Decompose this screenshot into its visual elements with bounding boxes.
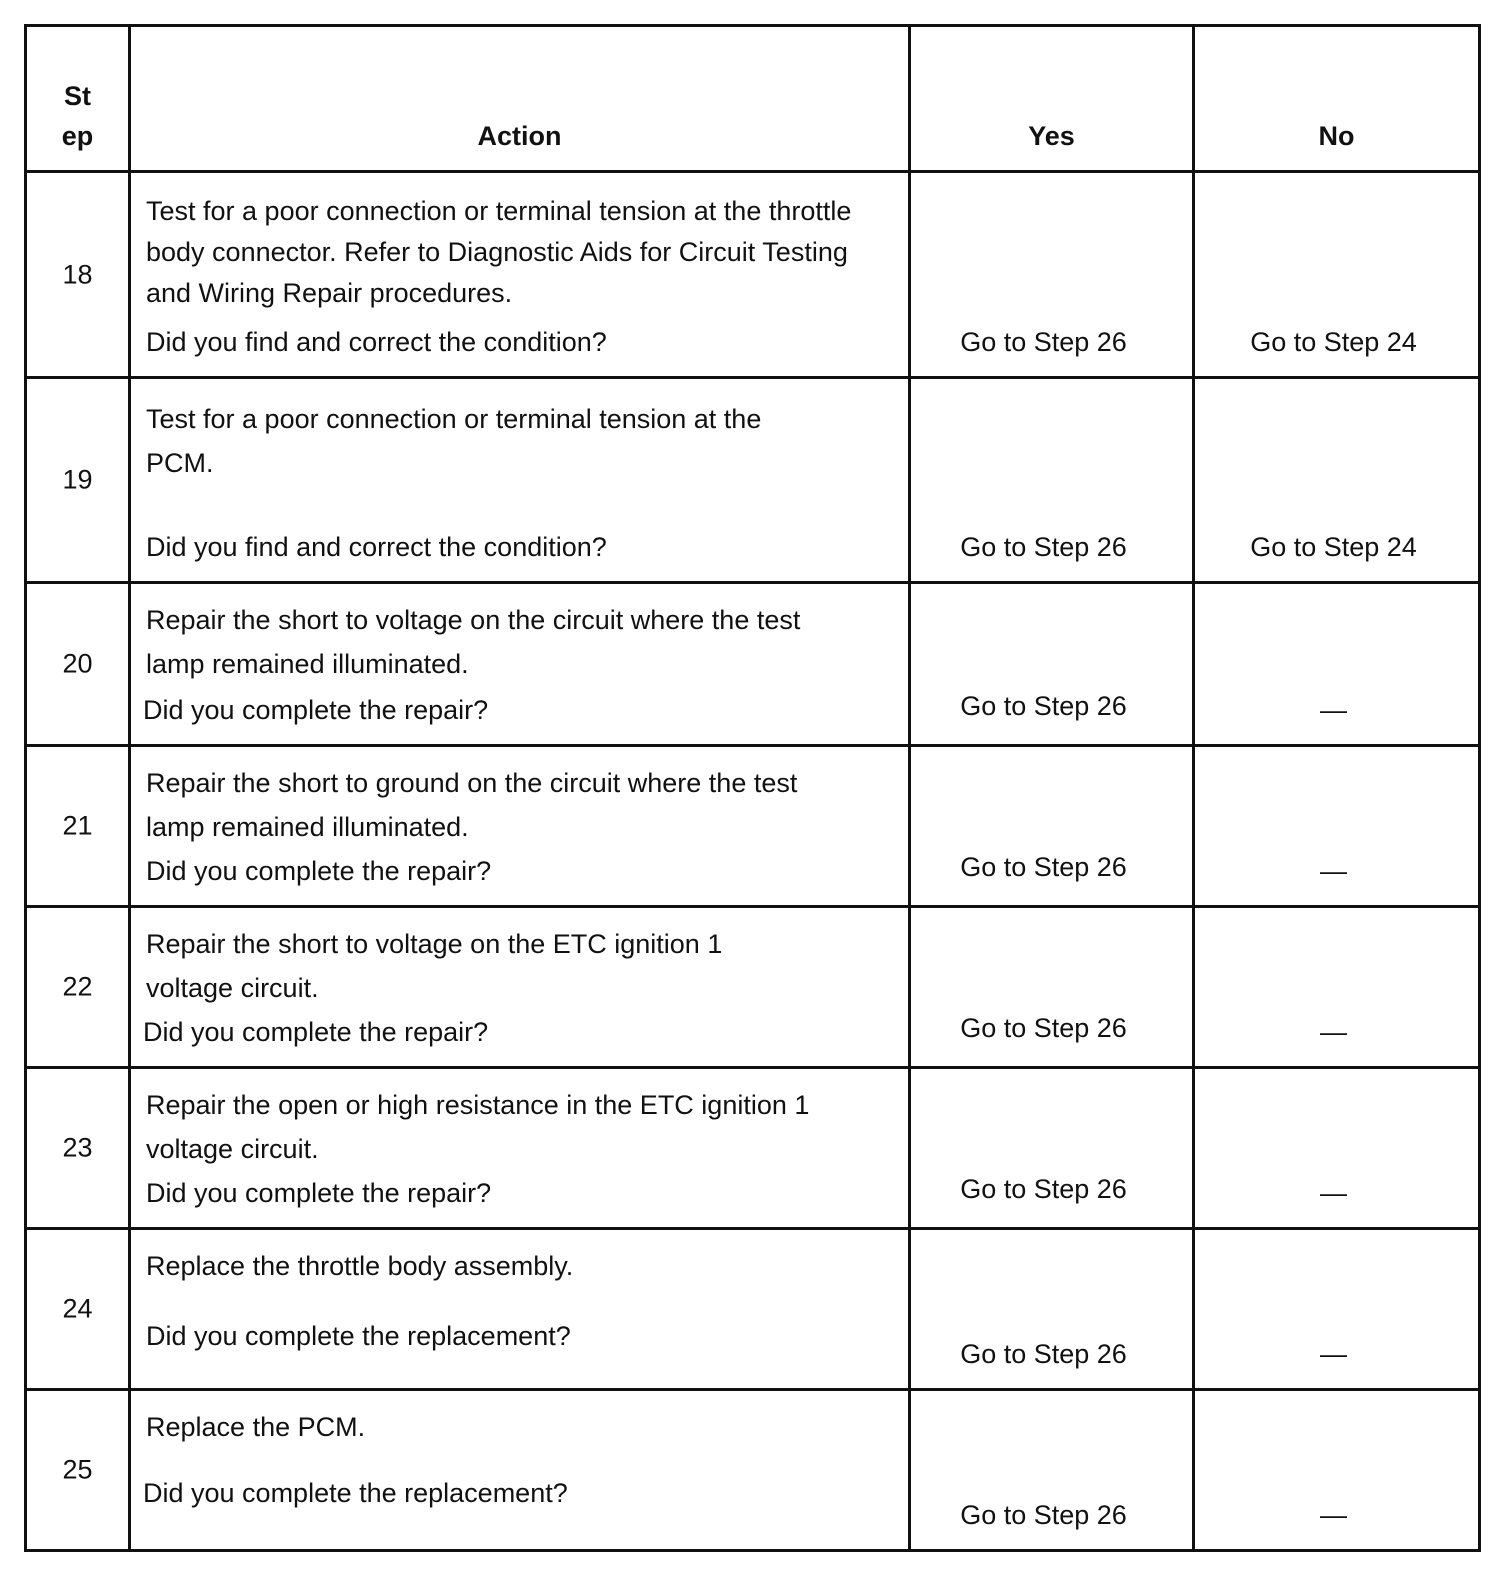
step-number: 20 — [62, 648, 93, 679]
no-result: — — [1320, 1017, 1347, 1047]
no-result: — — [1320, 1339, 1347, 1369]
step-number: 18 — [62, 259, 93, 289]
header-step-label: St ep — [61, 81, 94, 151]
step-cell — [26, 907, 130, 1068]
header-no-label: No — [1318, 121, 1355, 151]
no-cell — [1194, 1229, 1480, 1390]
action-instruction: Repair the short to voltage on the ETC ignition 1 voltage circuit. — [146, 929, 723, 1003]
action-instruction: Replace the throttle body assembly. — [146, 1251, 574, 1281]
yes-cell — [910, 1068, 1194, 1229]
no-cell — [1194, 1390, 1480, 1551]
action-question: Did you complete the repair? — [143, 695, 489, 725]
header-step — [26, 26, 130, 172]
action-cell — [130, 583, 910, 746]
action-instruction: Test for a poor connection or terminal tension at the throttle body connector. Refer to Diagnostic Aids for Circuit Testing and Wiring Repair procedures. — [146, 196, 852, 308]
step-cell — [26, 1390, 130, 1551]
no-result: Go to Step 24 — [1250, 327, 1417, 357]
step-cell — [26, 583, 130, 746]
table-row — [26, 1229, 1480, 1390]
action-instruction: Test for a poor connection or terminal tension at the PCM. — [146, 404, 762, 478]
action-question: Did you complete the replacement? — [143, 1478, 568, 1508]
action-instruction: Repair the short to voltage on the circuit where the test lamp remained illuminated. — [146, 605, 801, 679]
table-row — [26, 378, 1480, 583]
action-question: Did you complete the repair? — [143, 1017, 489, 1047]
action-cell — [130, 1229, 910, 1390]
no-result: — — [1320, 1178, 1347, 1208]
action-instruction: Repair the open or high resistance in the ETC ignition 1 voltage circuit. — [146, 1090, 810, 1164]
table-row — [26, 1390, 1480, 1551]
step-cell — [26, 172, 130, 378]
action-cell — [130, 1068, 910, 1229]
action-instruction: Repair the short to ground on the circuit where the test lamp remained illuminated. — [146, 768, 798, 842]
yes-cell — [910, 907, 1194, 1068]
action-cell — [130, 1390, 910, 1551]
header-action-label: Action — [477, 121, 562, 151]
yes-result: Go to Step 26 — [960, 532, 1127, 562]
header-no — [1194, 26, 1480, 172]
yes-result: Go to Step 26 — [960, 1174, 1127, 1204]
action-cell — [130, 172, 910, 378]
yes-result: Go to Step 26 — [960, 1013, 1127, 1043]
yes-result: Go to Step 26 — [960, 852, 1127, 882]
no-cell — [1194, 583, 1480, 746]
header-yes — [910, 26, 1194, 172]
yes-cell — [910, 378, 1194, 583]
action-question: Did you complete the repair? — [146, 1178, 492, 1208]
yes-cell — [910, 172, 1194, 378]
step-cell — [26, 1068, 130, 1229]
action-question: Did you find and correct the condition? — [146, 327, 607, 357]
table-row — [26, 746, 1480, 907]
action-cell — [130, 378, 910, 583]
diagnostic-table — [24, 24, 1481, 1552]
table-row — [26, 583, 1480, 746]
no-result: Go to Step 24 — [1250, 532, 1417, 562]
no-result: — — [1320, 856, 1347, 886]
step-number: 22 — [62, 971, 93, 1002]
no-cell — [1194, 746, 1480, 907]
header-action — [130, 26, 910, 172]
table-row — [26, 907, 1480, 1068]
no-result: — — [1320, 695, 1347, 725]
yes-cell — [910, 1229, 1194, 1390]
yes-cell — [910, 583, 1194, 746]
action-question: Did you complete the repair? — [146, 856, 492, 886]
yes-result: Go to Step 26 — [960, 327, 1127, 357]
step-cell — [26, 1229, 130, 1390]
no-cell — [1194, 378, 1480, 583]
step-number: 21 — [62, 810, 93, 841]
no-cell — [1194, 907, 1480, 1068]
step-number: 25 — [62, 1454, 93, 1485]
action-cell — [130, 746, 910, 907]
yes-cell — [910, 746, 1194, 907]
yes-result: Go to Step 26 — [960, 1500, 1127, 1530]
step-cell — [26, 746, 130, 907]
header-row — [26, 26, 1480, 172]
no-result: — — [1320, 1500, 1347, 1530]
step-number: 19 — [62, 464, 93, 495]
table-row — [26, 172, 1480, 378]
no-cell — [1194, 172, 1480, 378]
header-yes-label: Yes — [1028, 121, 1075, 151]
yes-result: Go to Step 26 — [960, 1339, 1127, 1369]
step-number: 24 — [62, 1293, 93, 1324]
yes-cell — [910, 1390, 1194, 1551]
table-row — [26, 1068, 1480, 1229]
no-cell — [1194, 1068, 1480, 1229]
action-question: Did you complete the replacement? — [146, 1321, 571, 1351]
action-question: Did you find and correct the condition? — [146, 532, 607, 562]
step-number: 23 — [62, 1132, 93, 1163]
action-cell — [130, 907, 910, 1068]
yes-result: Go to Step 26 — [960, 691, 1127, 721]
action-instruction: Replace the PCM. — [146, 1412, 366, 1442]
step-cell — [26, 378, 130, 583]
